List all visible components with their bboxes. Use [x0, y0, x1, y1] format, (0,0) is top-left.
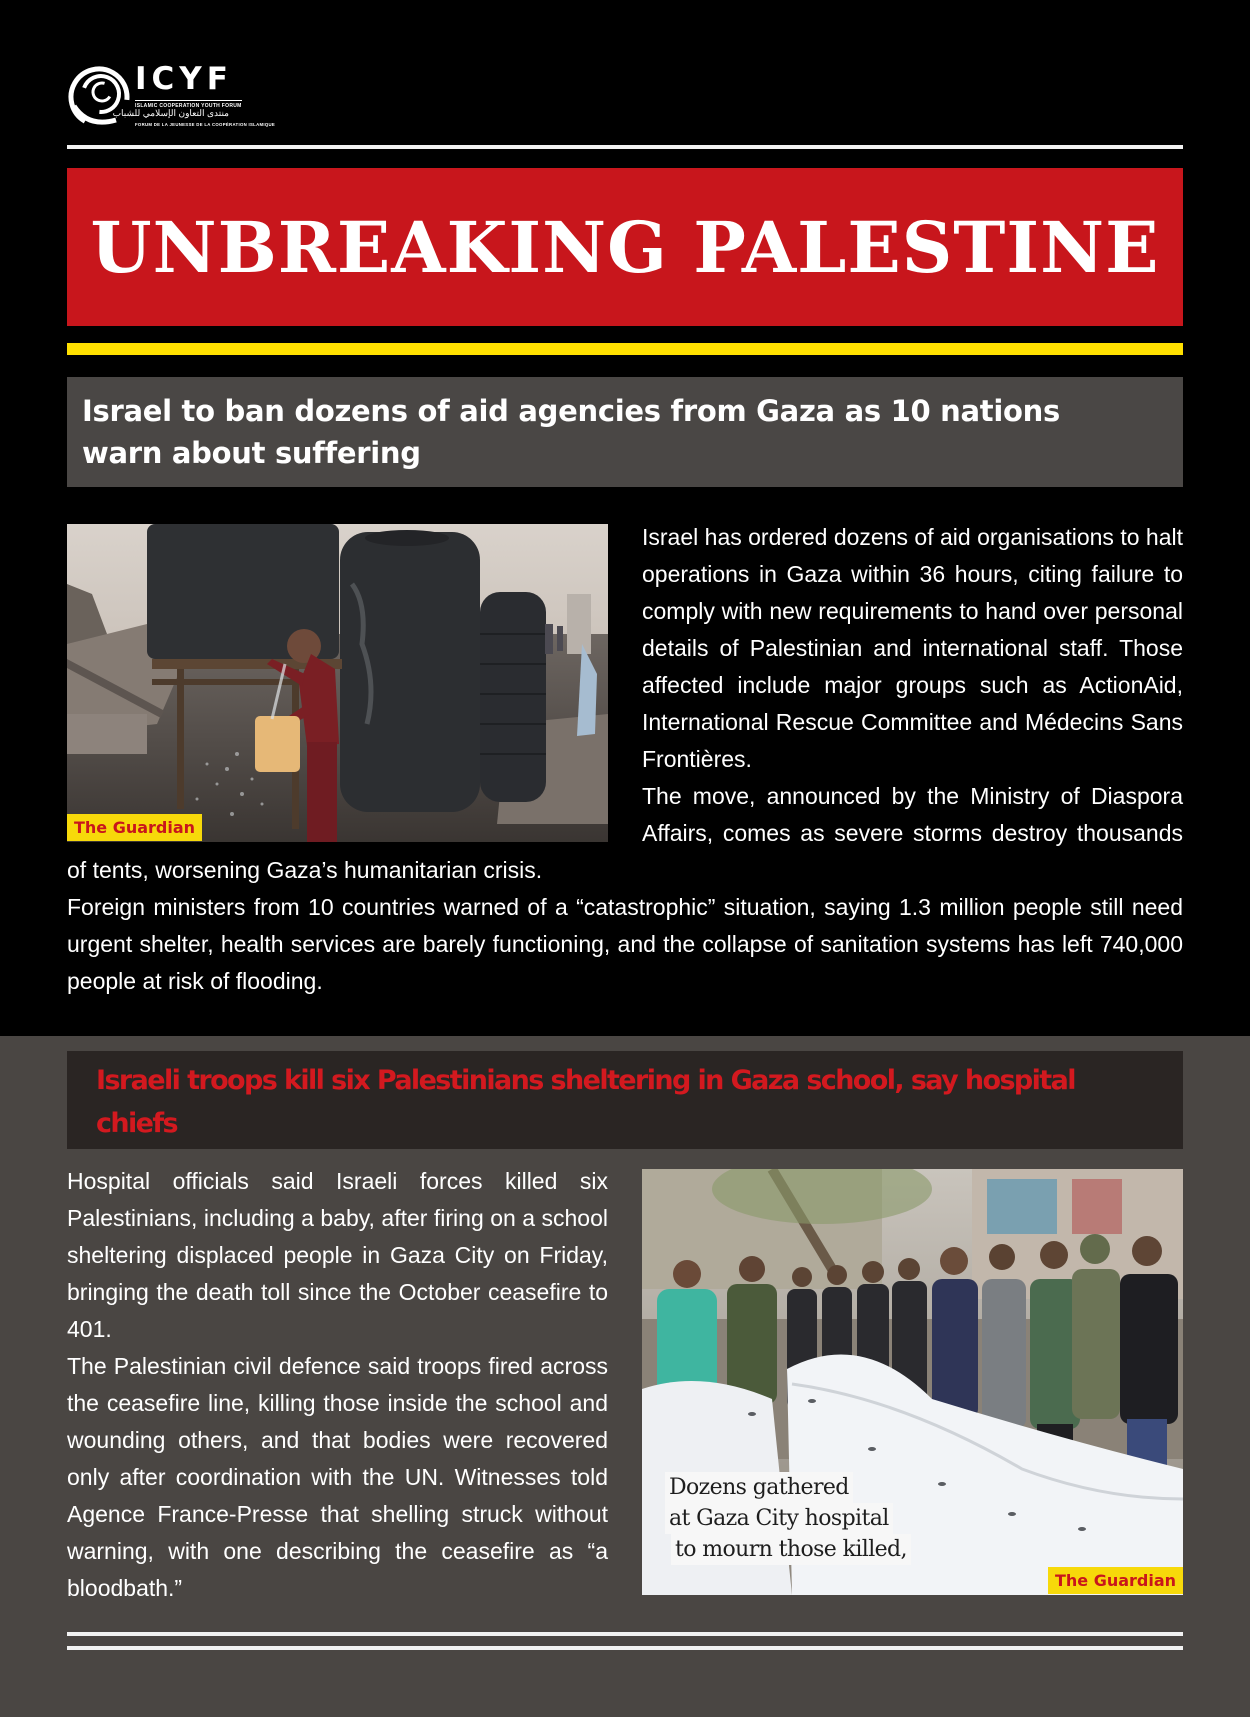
- article2-headline: Israeli troops kill six Palestinians sheltering in Gaza school, say hospital chiefs: [96, 1065, 1075, 1139]
- article2-paragraph: The Palestinian civil defence said troops fired across the ceasefire line, killing those inside the school and wounding others, and that bodies were recovered only after coordination with the UN. Witnesses told Agence France-Presse that shelling struck without warning, with one describing the ceasefire as “a bloodbath.”: [67, 1353, 608, 1601]
- caption-line: to mourn those killed,: [671, 1534, 911, 1565]
- caption-line: Dozens gathered: [665, 1472, 853, 1503]
- article1-paragraph: Foreign ministers from 10 countries warned of a “catastrophic” situation, saying 1.3 million people still need urgent shelter, health services are barely functioning, and the collapse of sanitation systems has left 740,000 people at risk of flooding.: [67, 894, 1183, 994]
- page-title: UNBREAKING PALESTINE: [90, 205, 1160, 289]
- article1-photo-credit-badge: The Guardian: [67, 814, 202, 841]
- title-banner: [67, 168, 1183, 326]
- article2-body: [67, 1163, 608, 1607]
- article1-paragraph: Israel has ordered dozens of aid organisations to halt operations in Gaza within 36 hours, citing failure to comply with new requirements to hand over personal details of Palestinian and international staff. Those affected include major groups such as ActionAid, International Rescue Committee and Médecins Sans Frontières.: [642, 524, 1183, 772]
- article2-headline-box: [67, 1051, 1183, 1149]
- article2-paragraph: Hospital officials said Israeli forces killed six Palestinians, including a baby, after firing on a school sheltering displaced people in Gaza City on Friday, bringing the death toll since the October ceasefire to 401.: [67, 1168, 608, 1342]
- article1-headline-box: [67, 377, 1183, 487]
- article1-body: [67, 519, 1183, 1000]
- logo-subtitle-fr: FORUM DE LA JEUNESSE DE LA COOPÉRATION ISLAMIQUE: [135, 122, 276, 127]
- caption-line: at Gaza City hospital: [665, 1503, 893, 1534]
- logo-wordmark: ICYF: [135, 61, 233, 97]
- article1-headline: Israel to ban dozens of aid agencies from Gaza as 10 nations warn about suffering: [82, 394, 1060, 470]
- logo-subtitle-ar: منتدى التعاون الإسلامي للشباب: [112, 108, 229, 118]
- article1-paragraph: The move, announced by the Ministry of Diaspora Affairs, comes as severe storms destroy thousands of tents, worsening Gaza’s humanitarian crisis.: [67, 783, 1183, 883]
- bottom-divider-2: [67, 1646, 1183, 1650]
- article2-photo-caption: [665, 1472, 911, 1565]
- icyf-logo: [68, 61, 276, 134]
- bottom-divider-1: [67, 1632, 1183, 1636]
- top-divider: [67, 145, 1183, 149]
- logo-subtitle-en: ISLAMIC COOPERATION YOUTH FORUM: [135, 100, 242, 109]
- yellow-divider: [67, 343, 1183, 355]
- article2-photo-credit-badge: The Guardian: [1048, 1567, 1183, 1594]
